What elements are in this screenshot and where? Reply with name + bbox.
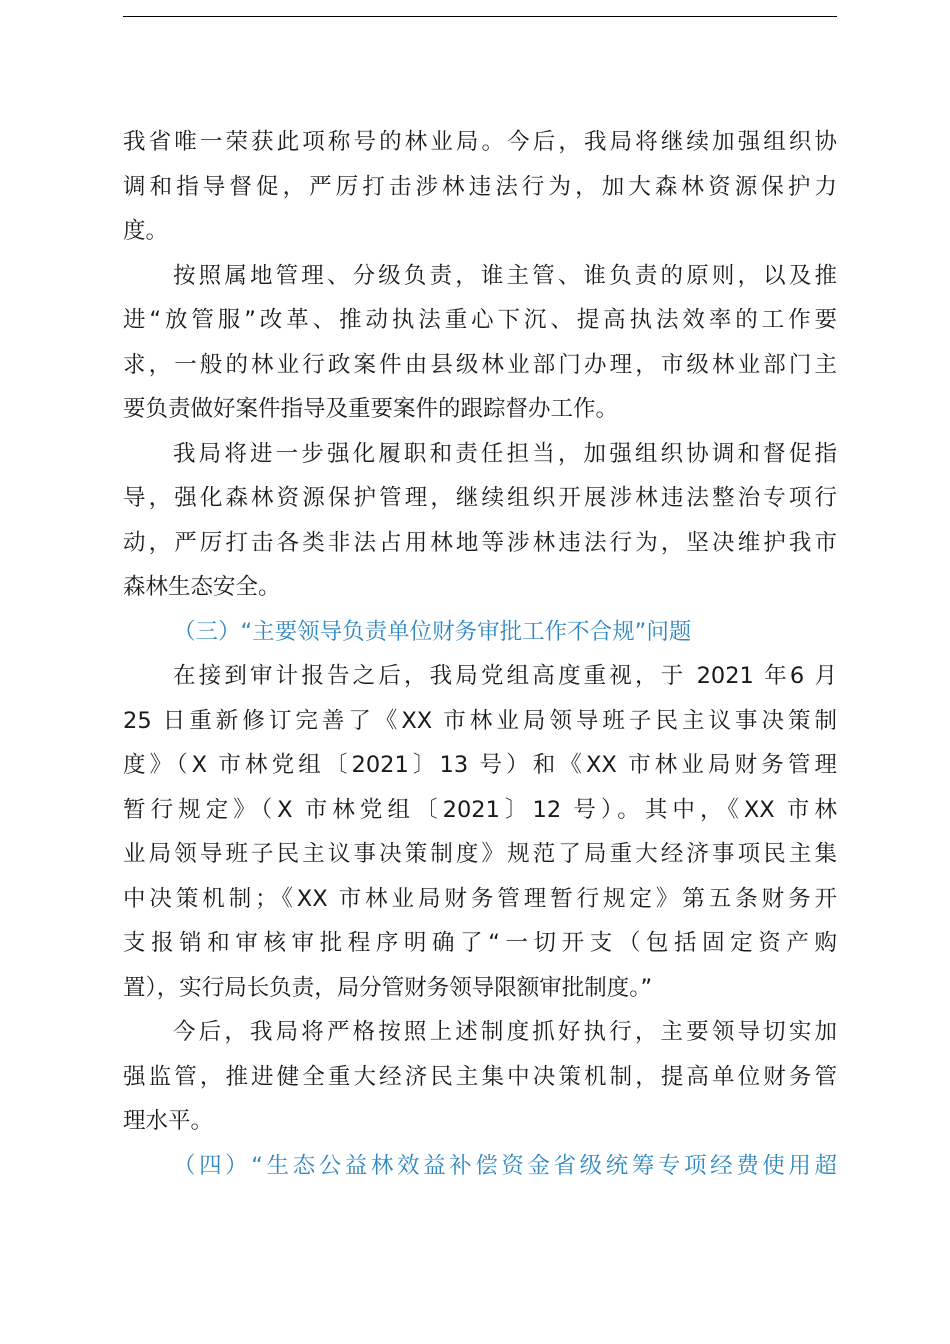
text-line: 按照属地管理、分级负责，谁主管、谁负责的原则，以及推 [173, 262, 837, 289]
text-line: 进“放管服”改革、推动执法重心下沉、提高执法效率的工作要 [123, 307, 837, 333]
text-line: 在接到审计报告之后，我局党组高度重视，于 2021 年6 月 [173, 663, 837, 689]
text-line: 理水平。 [123, 1108, 214, 1134]
text-line: 调和指导督促，严厉打击涉林违法行为，加大森林资源保护力 [123, 173, 837, 200]
text-line: 求，一般的林业行政案件由县级林业部门办理，市级林业部门主 [123, 351, 837, 378]
text-line: 今后，我局将严格按照上述制度抓好执行，主要领导切实加 [173, 1019, 837, 1045]
text-line: 业局领导班子民主议事决策制度》规范了局重大经济事项民主集 [123, 841, 837, 867]
text-line: 动，严厉打击各类非法占用林地等涉林违法行为，坚决维护我市 [123, 529, 837, 556]
paragraph-4 [123, 654, 837, 1010]
text-line: 强监管，推进健全重大经济民主集中决策机制，提高单位财务管 [123, 1063, 837, 1090]
text-line: 度。 [123, 218, 169, 244]
text-line: 我局将进一步强化履职和责任担当，加强组织协调和督促指 [173, 440, 837, 467]
paragraph-2 [123, 254, 837, 432]
heading-line: （四）“生态公益林效益补偿资金省级统筹专项经费使用超 [173, 1152, 837, 1179]
header-rule [123, 16, 837, 17]
text-line: 中决策机制；《XX 市林业局财务管理暂行规定》第五条财务开 [123, 885, 837, 912]
document-body [123, 120, 837, 1188]
paragraph-5 [123, 1010, 837, 1144]
text-line: 导，强化森林资源保护管理，继续组织开展涉林违法整治专项行 [123, 485, 837, 511]
text-line: 森林生态安全。 [123, 574, 281, 600]
paragraph-1 [123, 120, 837, 254]
heading-line: （三）“主要领导负责单位财务审批工作不合规”问题 [173, 618, 692, 645]
text-line: 度》（X 市林党组〔2021〕13 号）和《XX 市林业局财务管理 [123, 752, 837, 778]
text-line: 我省唯一荣获此项称号的林业局。今后，我局将继续加强组织协 [123, 129, 837, 155]
text-line: 暂行规定》（X 市林党组〔2021〕12 号）。其中，《XX 市林 [123, 796, 837, 823]
text-line: 25 日重新修订完善了《XX 市林业局领导班子民主议事决策制 [123, 707, 837, 734]
section-heading-4 [123, 1144, 837, 1189]
text-line: 要负责做好案件指导及重要案件的跟踪督办工作。 [123, 396, 619, 422]
section-heading-3 [123, 610, 837, 655]
paragraph-3 [123, 432, 837, 610]
text-line: 支报销和审核审批程序明确了“一切开支（包括固定资产购 [123, 930, 837, 956]
text-line: 置），实行局长负责，局分管财务领导限额审批制度。” [123, 974, 653, 1001]
